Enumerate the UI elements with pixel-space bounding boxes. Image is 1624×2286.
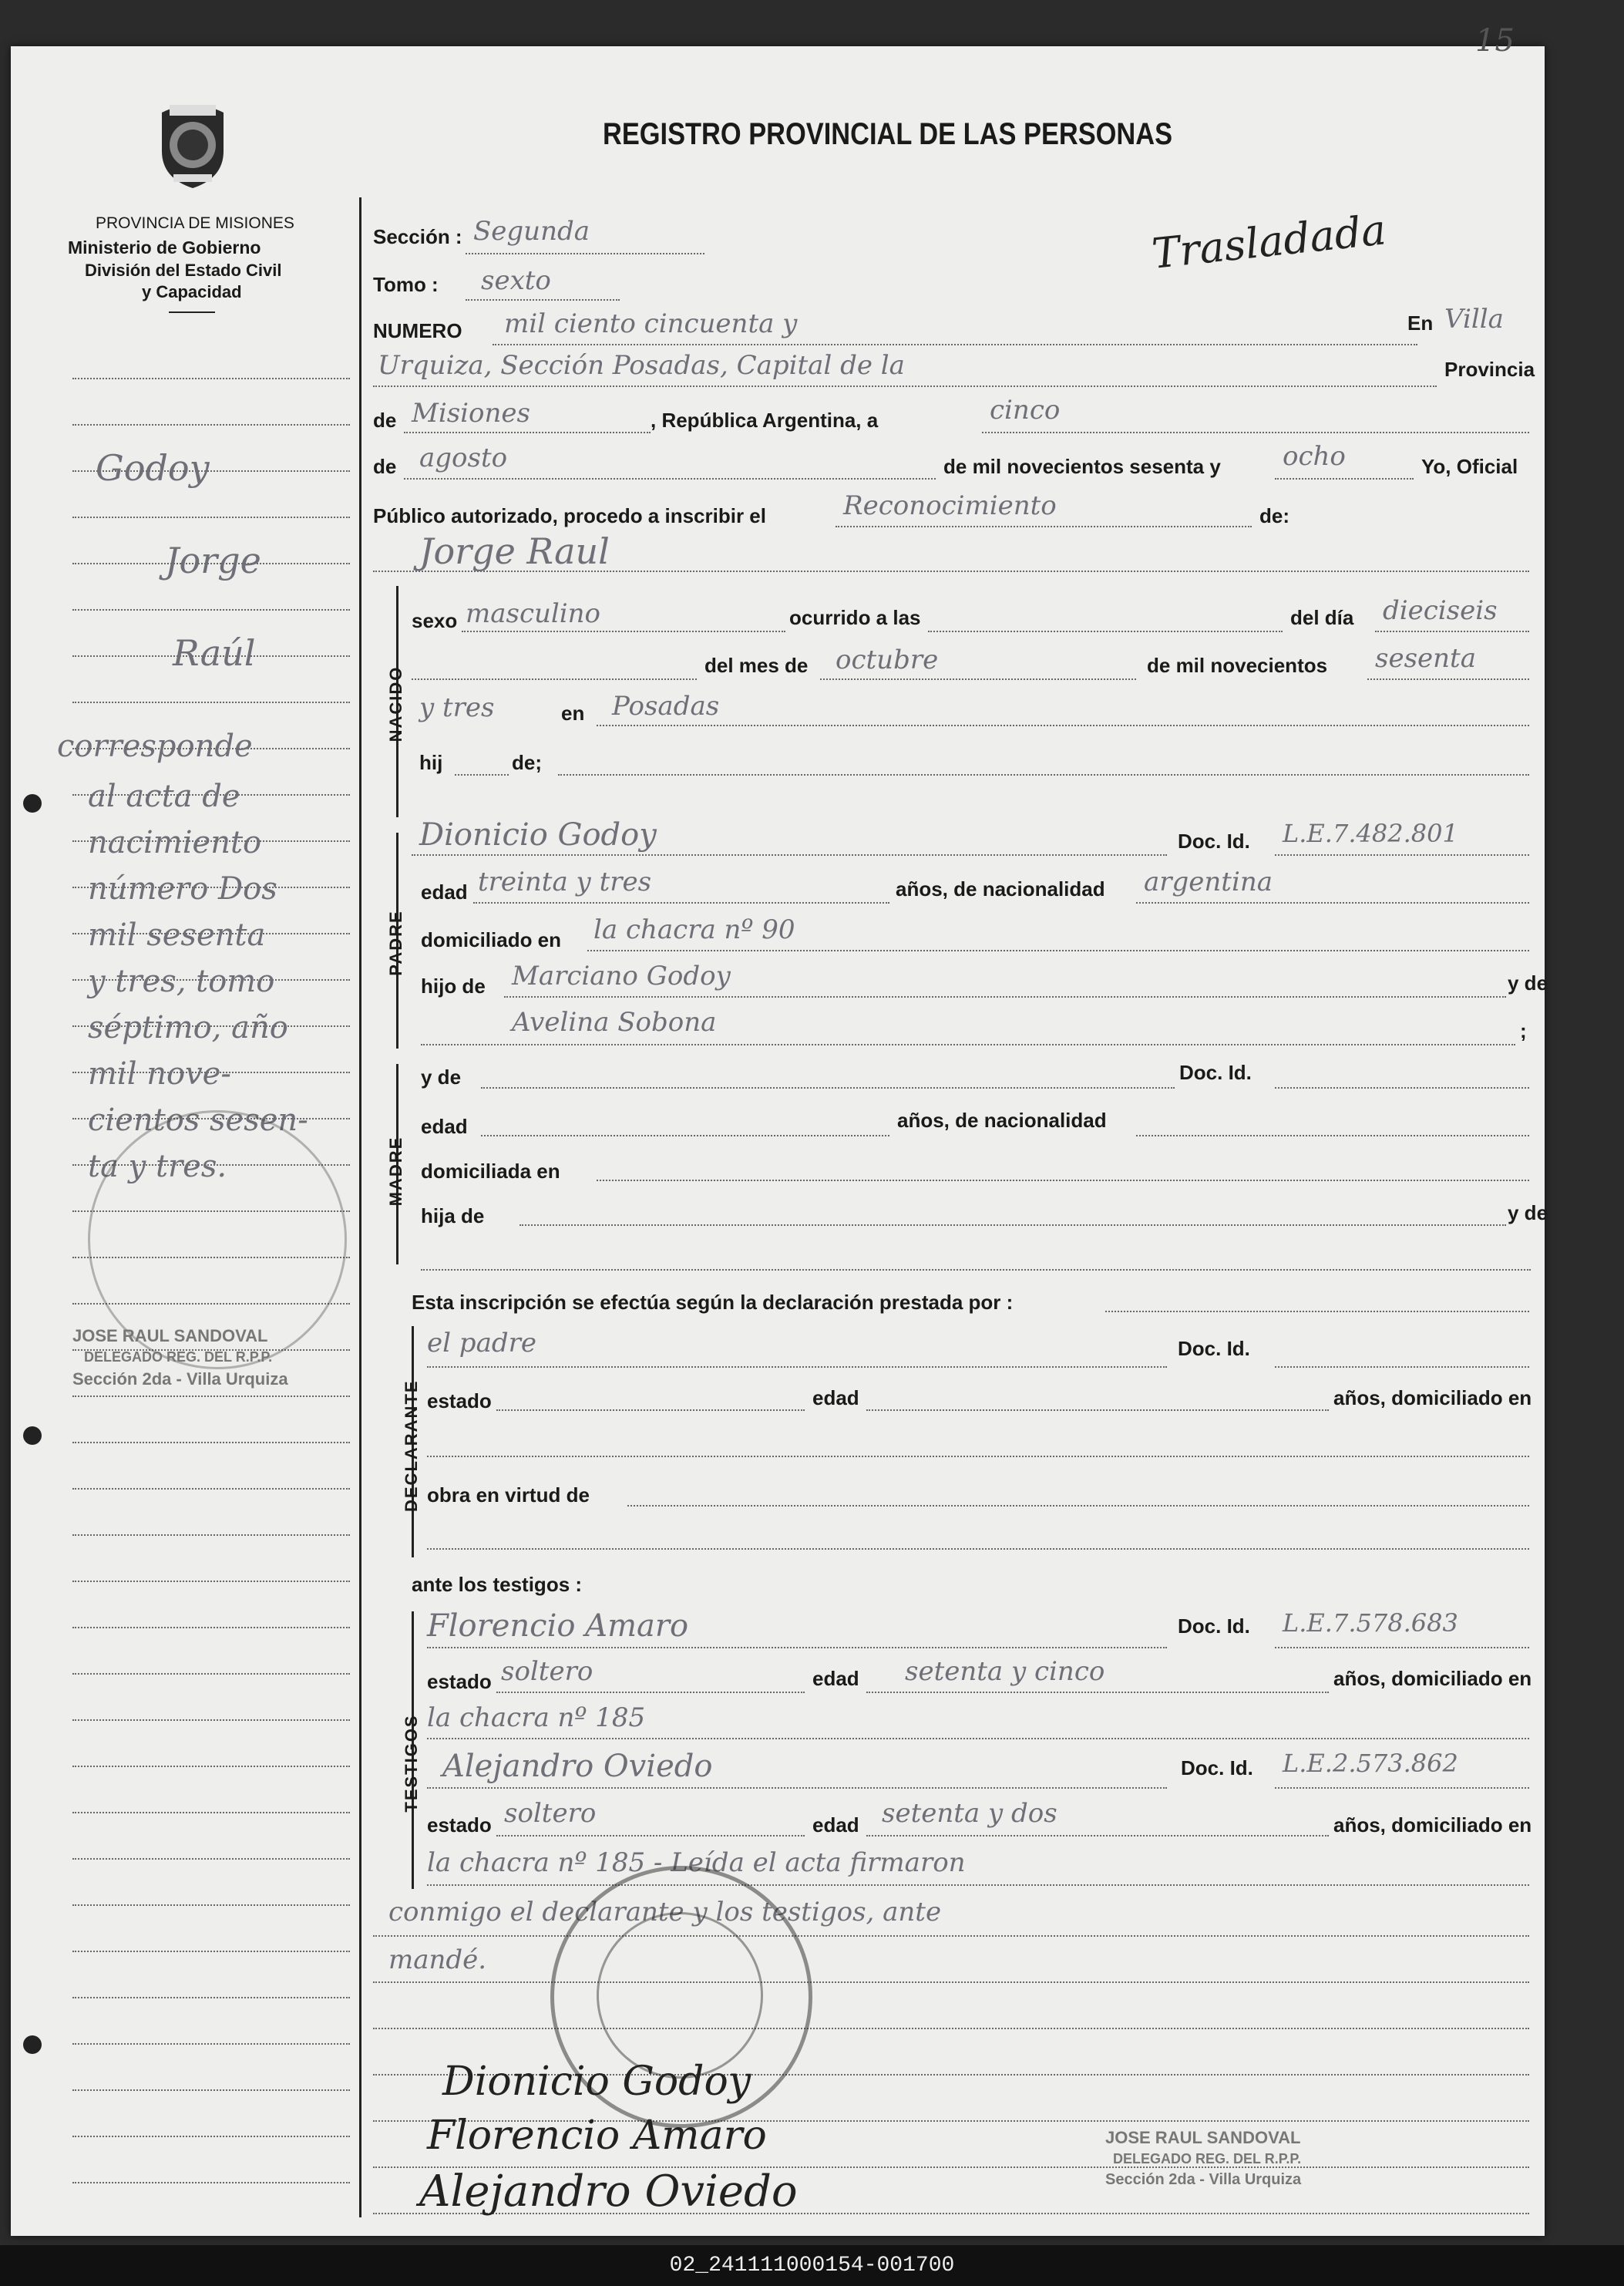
section-declarante: DECLARANTE (402, 1379, 421, 1512)
firma-3: Alejandro Oviedo (419, 2166, 798, 2217)
margin-note-line: y tres, tomo (88, 964, 275, 999)
testigo-2-nombre: Alejandro Oviedo (442, 1749, 713, 1784)
margin-divider (359, 197, 361, 2217)
testigos-intro: ante los testigos : (412, 1573, 583, 1596)
padre-semicolon: ; (1520, 1019, 1527, 1042)
binding-hole (23, 794, 42, 813)
testigo-2-estado-label: estado (427, 1813, 492, 1837)
section-padre: PADRE (386, 910, 405, 976)
section-testigos: TESTIGOS (402, 1714, 421, 1813)
margin-note-line: al acta de (88, 779, 240, 814)
seccion-value: Segunda (473, 216, 590, 247)
padre-nombre: Dionicio Godoy (419, 817, 657, 853)
sexo-label: sexo (412, 609, 458, 632)
testigo-1-domicilio: la chacra nº 185 (427, 1702, 646, 1733)
provincia-label: Provincia (1444, 358, 1535, 381)
padre-yde-label: y de (1508, 971, 1548, 995)
testigo-2-doc-label: Doc. Id. (1181, 1756, 1253, 1779)
republica-label: , República Argentina, a (651, 409, 879, 432)
anio-label: de mil novecientos sesenta y (943, 455, 1221, 478)
margin-name-1: Jorge (165, 540, 261, 581)
declarante-obra-label: obra en virtud de (427, 1483, 590, 1507)
footer-stamp-line: JOSE RAUL SANDOVAL (1105, 2128, 1301, 2147)
margin-note-line: ta y tres. (88, 1149, 227, 1184)
madre-yde-label: y de (421, 1066, 462, 1089)
padre-hijo-value: Marciano Godoy (512, 961, 731, 991)
office-line-4: y Capacidad (142, 282, 242, 301)
provincia-value: Misiones (412, 398, 530, 429)
padre-madre-value: Avelina Sobona (512, 1007, 717, 1038)
dia-nacimiento-value: dieciseis (1383, 595, 1498, 626)
anio-value: ocho (1283, 441, 1346, 472)
en-nacimiento-label: en (561, 702, 585, 725)
binding-hole (23, 1426, 42, 1445)
margin-note-line: nacimiento (88, 825, 262, 860)
padre-anios-label: años, de nacionalidad (896, 877, 1105, 901)
padre-edad-label: edad (421, 880, 468, 904)
footer-stamp-line: Sección 2da - Villa Urquiza (1105, 2171, 1302, 2188)
hij-de-label: de; (512, 751, 542, 774)
anio-nacimiento-value: sesenta (1375, 643, 1476, 674)
padre-doc-label: Doc. Id. (1178, 830, 1250, 853)
tomo-value: sexto (481, 265, 551, 296)
cierre-line-1: conmigo el declarante y los testigos, ante (388, 1897, 942, 1927)
de-label: de (373, 409, 397, 432)
lugar-value: Urquiza, Sección Posadas, Capital de la (378, 350, 905, 381)
testigo-1-estado-label: estado (427, 1670, 492, 1693)
ocurrido-label: ocurrido a las (789, 606, 921, 629)
madre-anios-label: años, de nacionalidad (897, 1109, 1107, 1132)
firma-2: Florencio Amaro (427, 2113, 767, 2159)
margin-note-line: mil sesenta (88, 917, 266, 953)
del-mes-label: del mes de (704, 654, 809, 677)
testigo-1-edad-value: setenta y cinco (905, 1656, 1105, 1687)
padre-doc-value: L.E.7.482.801 (1283, 819, 1458, 848)
testigo-2-edad-label: edad (812, 1813, 859, 1837)
de3-label: de: (1259, 504, 1289, 527)
cierre-line-2: mandé. (388, 1944, 487, 1975)
testigo-2-estado-value: soltero (504, 1798, 597, 1829)
del-dia-label: del día (1290, 606, 1354, 629)
padre-nacionalidad-value: argentina (1144, 867, 1273, 897)
margin-stamp-line: JOSE RAUL SANDOVAL (72, 1326, 268, 1345)
mes-value: agosto (419, 443, 508, 473)
declarante-intro: Esta inscripción se efectúa según la declaración prestada por : (412, 1291, 1014, 1314)
trasladada-annotation: Trasladada (1149, 205, 1389, 278)
margin-note-line: séptimo, año (88, 1010, 288, 1045)
page-number: 15 (1475, 23, 1515, 59)
declarante-doc-label: Doc. Id. (1178, 1337, 1250, 1360)
madre-domicilio-label: domiciliada en (421, 1160, 560, 1183)
margin-stamp-line: DELEGADO REG. DEL R.P.P. (84, 1349, 273, 1365)
testigo-1-edad-label: edad (812, 1667, 859, 1690)
anio-nacimiento-value-2: y tres (419, 692, 495, 723)
firma-1: Dionicio Godoy (442, 2059, 751, 2105)
margin-stamp-line: Sección 2da - Villa Urquiza (72, 1369, 288, 1389)
testigo-2-anios-label: años, domiciliado en (1333, 1813, 1532, 1837)
margin-note-line: número Dos (88, 871, 277, 907)
margin-note-line: corresponde (57, 729, 253, 764)
margin-note-line: cientos sesen- (88, 1103, 308, 1138)
declarante-anios-label: años, domiciliado en (1333, 1386, 1532, 1409)
seccion-label: Sección : (373, 225, 462, 248)
margin-surname: Godoy (96, 447, 210, 489)
testigo-1-nombre: Florencio Amaro (427, 1608, 689, 1644)
document-page (11, 23, 1548, 2236)
declarante-edad-label: edad (812, 1386, 859, 1409)
madre-yde2-label: y de (1508, 1201, 1548, 1224)
mes-nacimiento-value: octubre (836, 645, 939, 675)
lugar-nacimiento-value: Posadas (612, 691, 720, 722)
numero-value: mil ciento cincuenta y (504, 308, 798, 339)
footer-stamp-line: DELEGADO REG. DEL R.P.P. (1113, 2151, 1302, 2166)
acto-value: Reconocimiento (843, 490, 1057, 521)
scan-id-footer: 02_241111000154-001700 (0, 2245, 1624, 2286)
sexo-value: masculino (466, 598, 601, 629)
section-nacido: NACIDO (386, 665, 405, 742)
testigo-1-anios-label: años, domiciliado en (1333, 1667, 1532, 1690)
margin-name-2: Raúl (173, 632, 256, 674)
en-value: Villa (1444, 304, 1504, 335)
yo-oficial-label: Yo, Oficial (1421, 455, 1518, 478)
madre-hija-label: hija de (421, 1204, 485, 1227)
declarante-nombre: el padre (427, 1328, 536, 1358)
testigo-2-domicilio: la chacra nº 185 - Leída el acta firmaron (427, 1847, 966, 1878)
declarante-estado-label: estado (427, 1389, 492, 1412)
testigo-1-doc-value: L.E.7.578.683 (1283, 1608, 1458, 1638)
padre-domicilio-label: domiciliado en (421, 928, 562, 951)
inscripto-nombre: Jorge Raul (419, 530, 610, 572)
padre-hijo-label: hijo de (421, 975, 486, 998)
office-line-2: Ministerio de Gobierno (68, 237, 261, 258)
publico-label: Público autorizado, procedo a inscribir el (373, 504, 766, 527)
testigo-2-doc-value: L.E.2.573.862 (1283, 1749, 1458, 1778)
dia-value: cinco (990, 395, 1061, 426)
madre-edad-label: edad (421, 1115, 468, 1138)
provincial-seal (154, 97, 231, 190)
mil-label: de mil novecientos (1147, 654, 1328, 677)
office-line-3: División del Estado Civil (85, 261, 282, 280)
margin-note-line: mil nove- (88, 1056, 231, 1092)
madre-doc-label: Doc. Id. (1179, 1061, 1252, 1084)
padre-domicilio-value: la chacra nº 90 (593, 914, 795, 945)
numero-label: NUMERO (373, 319, 462, 342)
page-title: REGISTRO PROVINCIAL DE LAS PERSONAS (603, 117, 1173, 151)
testigo-2-edad-value: setenta y dos (882, 1798, 1057, 1829)
section-madre: MADRE (386, 1136, 405, 1207)
hij-label: hij (419, 751, 443, 774)
en-label: En (1407, 311, 1434, 335)
office-line-1: PROVINCIA DE MISIONES (96, 214, 294, 232)
padre-edad-value: treinta y tres (478, 867, 652, 897)
de2-label: de (373, 455, 397, 478)
binding-hole (23, 2035, 42, 2054)
tomo-label: Tomo : (373, 273, 439, 296)
testigo-1-doc-label: Doc. Id. (1178, 1614, 1250, 1638)
testigo-1-estado-value: soltero (501, 1656, 593, 1687)
